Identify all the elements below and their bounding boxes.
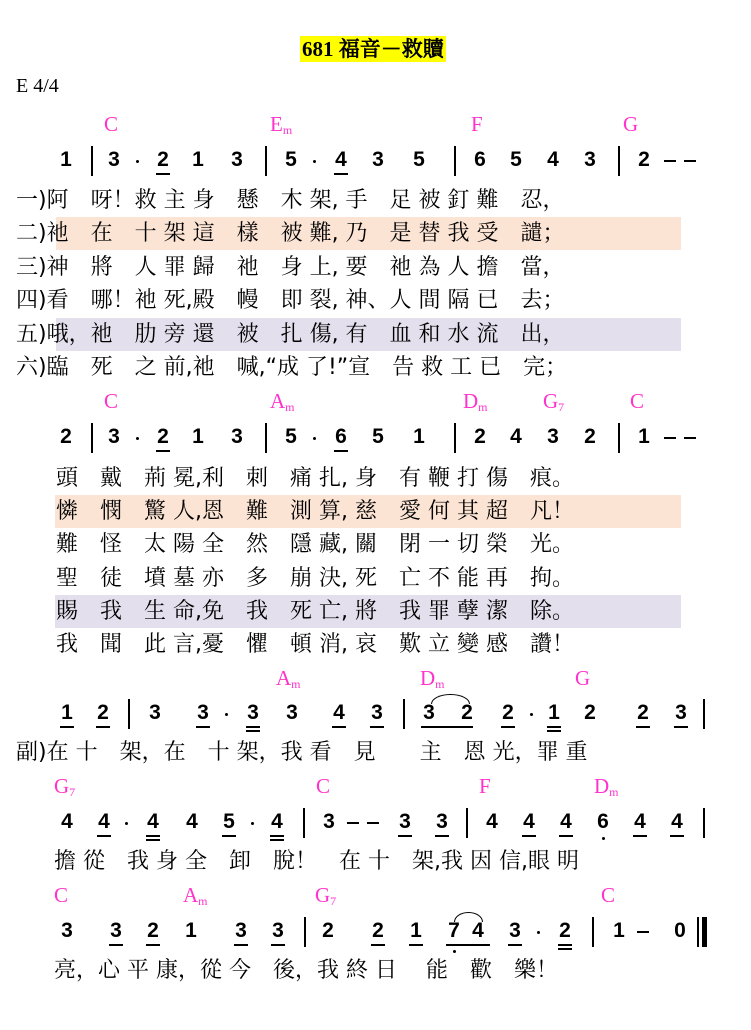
note: 5 bbox=[372, 425, 384, 448]
chord-symbol: $D_m$ bbox=[463, 389, 488, 414]
key-signature: E 4/4 bbox=[16, 75, 59, 97]
verse-3-line-1 bbox=[16, 253, 565, 283]
note: 1 bbox=[548, 701, 560, 724]
note: 6 bbox=[335, 425, 347, 448]
duration-underline bbox=[270, 839, 284, 841]
augmentation-dot bbox=[313, 160, 316, 163]
verse-5-line-1 bbox=[16, 320, 565, 350]
duration-underline bbox=[270, 835, 284, 837]
duration-underline bbox=[409, 944, 423, 946]
chord-symbol: $G_7$ bbox=[543, 389, 565, 414]
lyric-text: 看 哪！祂 死,殿 幔 即 裂, 神、人 間 隔 已 去； bbox=[46, 288, 565, 313]
chord-symbol: G bbox=[575, 666, 591, 690]
verse-label: 四) bbox=[16, 288, 47, 313]
chord-symbol: F bbox=[479, 774, 491, 798]
note: 7 bbox=[448, 919, 460, 942]
duration-underline bbox=[547, 730, 561, 732]
verse-5-line-2: 賜 我 生 命,免 我 死 亡, 將 我 罪 孽 潔 除。 bbox=[56, 599, 574, 624]
sustain-dash bbox=[684, 160, 696, 162]
barline bbox=[454, 146, 456, 176]
note: 1 bbox=[60, 148, 72, 171]
barline bbox=[454, 423, 456, 453]
duration-underline bbox=[97, 835, 111, 837]
barline bbox=[703, 699, 705, 729]
note: 3 bbox=[547, 425, 559, 448]
note: 1 bbox=[192, 425, 204, 448]
chord-symbol: C bbox=[104, 389, 119, 413]
note: 2 bbox=[147, 919, 159, 942]
note: 2 bbox=[372, 919, 384, 942]
chorus-lyric-3: 亮，心 平 康，從 今 後，我 終 日 能 歡 樂！ bbox=[54, 958, 558, 983]
note: 2 bbox=[474, 425, 486, 448]
note: 3 bbox=[235, 919, 247, 942]
note: 4 bbox=[147, 810, 159, 833]
chord-symbol: $A_m$ bbox=[276, 666, 301, 691]
duration-underline bbox=[222, 835, 236, 837]
note: 6 bbox=[474, 148, 486, 171]
note: 1 bbox=[185, 919, 197, 942]
chord-symbol: $A_m$ bbox=[270, 389, 295, 414]
duration-underline bbox=[146, 839, 160, 841]
note: 2 bbox=[97, 701, 109, 724]
note: 0 bbox=[674, 919, 686, 942]
final-barline-thick bbox=[702, 917, 707, 947]
note: 2 bbox=[584, 701, 596, 724]
verse-label: 六) bbox=[16, 355, 47, 380]
duration-underline bbox=[156, 450, 170, 452]
group-underline bbox=[421, 726, 473, 728]
note: 2 bbox=[461, 701, 473, 724]
barline bbox=[265, 423, 267, 453]
duration-underline bbox=[246, 730, 260, 732]
note: 4 bbox=[271, 810, 283, 833]
duration-underline bbox=[636, 726, 650, 728]
sustain-dash bbox=[367, 822, 379, 824]
note: 1 bbox=[413, 425, 425, 448]
duration-underline bbox=[370, 726, 384, 728]
note: 3 bbox=[231, 425, 243, 448]
barline bbox=[618, 423, 620, 453]
duration-underline bbox=[96, 726, 110, 728]
barline bbox=[618, 146, 620, 176]
chord-symbol: $E_m$ bbox=[270, 112, 293, 137]
chord-symbol: $G_7$ bbox=[54, 774, 76, 799]
group-underline bbox=[446, 944, 490, 946]
chord-symbol: G bbox=[623, 112, 639, 136]
barline bbox=[303, 808, 305, 838]
chorus-lyric-2: 擔 從 我 身 全 卸 脫！ 在 十 架,我 因 信,眼 明 bbox=[54, 849, 579, 874]
lyric-text: 在 十 架，在 十 架，我 看 見 主 恩 光，罪 重 bbox=[46, 740, 588, 765]
barline bbox=[91, 146, 93, 176]
note: 1 bbox=[638, 425, 650, 448]
note: 3 bbox=[423, 701, 435, 724]
note: 5 bbox=[510, 148, 522, 171]
note: 1 bbox=[61, 701, 73, 724]
note: 3 bbox=[272, 919, 284, 942]
slur-arc bbox=[454, 912, 483, 922]
barline bbox=[265, 146, 267, 176]
barline bbox=[592, 917, 594, 947]
note: 3 bbox=[675, 701, 687, 724]
verse-4-line-2: 聖 徒 墳 墓 亦 多 崩 決, 死 亡 不 能 再 拘。 bbox=[56, 566, 574, 591]
verse-6-line-1 bbox=[16, 353, 567, 383]
note: 3 bbox=[247, 701, 259, 724]
note: 2 bbox=[157, 148, 169, 171]
duration-underline bbox=[271, 944, 285, 946]
note: 4 bbox=[510, 425, 522, 448]
note: 1 bbox=[192, 148, 204, 171]
verse-label: 五) bbox=[16, 322, 47, 347]
lyric-text: 阿 呀！救 主 身 懸 木 架, 手 足 被 釘 難 忍， bbox=[46, 188, 565, 213]
chord-symbol: C bbox=[601, 883, 616, 907]
note: 4 bbox=[560, 810, 572, 833]
verse-4-line-1 bbox=[16, 286, 565, 316]
verse-2-line-2: 憐 憫 驚 人,恩 難 測 算, 慈 愛 何 其 超 凡！ bbox=[56, 499, 574, 524]
verse-3-line-2: 難 怪 太 陽 全 然 隱 藏, 關 閉 一 切 榮 光。 bbox=[56, 532, 574, 557]
final-barline-thin bbox=[697, 917, 699, 947]
verse-2-line-1 bbox=[16, 219, 565, 249]
note: 4 bbox=[523, 810, 535, 833]
duration-underline bbox=[508, 944, 522, 946]
note: 3 bbox=[108, 425, 120, 448]
barline bbox=[304, 917, 306, 947]
augmentation-dot bbox=[313, 437, 316, 440]
note: 4 bbox=[472, 919, 484, 942]
note: 3 bbox=[323, 810, 335, 833]
augmentation-dot bbox=[225, 713, 228, 716]
lyric-text: 臨 死 之 前,祂 喊,“成 了!”宣 告 救 工 已 完； bbox=[46, 355, 568, 380]
barline bbox=[91, 423, 93, 453]
note: 4 bbox=[333, 701, 345, 724]
lyric-text: 神 將 人 罪 歸 祂 身 上, 要 祂 為 人 擔 當， bbox=[46, 255, 565, 280]
chord-symbol: C bbox=[630, 389, 645, 413]
duration-underline bbox=[522, 835, 536, 837]
sustain-dash bbox=[347, 822, 359, 824]
duration-underline bbox=[435, 835, 449, 837]
note: 3 bbox=[110, 919, 122, 942]
note: 4 bbox=[547, 148, 559, 171]
duration-underline bbox=[674, 726, 688, 728]
chorus-lyric-1 bbox=[16, 738, 588, 768]
augmentation-dot bbox=[537, 931, 540, 934]
duration-underline bbox=[146, 835, 160, 837]
note: 3 bbox=[286, 701, 298, 724]
lyric-text: 哦，祂 肋 旁 還 被 扎 傷, 有 血 和 水 流 出， bbox=[46, 322, 565, 347]
duration-underline bbox=[234, 944, 248, 946]
note: 4 bbox=[634, 810, 646, 833]
note: 6 bbox=[597, 810, 609, 833]
chord-symbol: C bbox=[104, 112, 119, 136]
note: 2 bbox=[584, 425, 596, 448]
duration-underline bbox=[332, 726, 346, 728]
barline bbox=[466, 808, 468, 838]
note: 3 bbox=[509, 919, 521, 942]
chord-symbol: C bbox=[54, 883, 69, 907]
note: 2 bbox=[637, 701, 649, 724]
augmentation-dot bbox=[530, 713, 533, 716]
note: 3 bbox=[371, 701, 383, 724]
barline bbox=[128, 699, 130, 729]
note: 2 bbox=[502, 701, 514, 724]
note: 4 bbox=[486, 810, 498, 833]
duration-underline bbox=[60, 726, 74, 728]
note: 5 bbox=[413, 148, 425, 171]
duration-underline bbox=[558, 944, 572, 946]
barline bbox=[403, 699, 405, 729]
duration-underline bbox=[371, 944, 385, 946]
chorus-label: 副) bbox=[16, 740, 47, 765]
note: 4 bbox=[335, 148, 347, 171]
duration-underline bbox=[334, 173, 348, 175]
duration-underline bbox=[156, 173, 170, 175]
augmentation-dot bbox=[136, 160, 139, 163]
note: 4 bbox=[61, 810, 73, 833]
note: 3 bbox=[372, 148, 384, 171]
chord-symbol: $G_7$ bbox=[315, 883, 337, 908]
verse-1-line-2: 頭 戴 荊 冕,利 刺 痛 扎, 身 有 鞭 打 傷 痕。 bbox=[56, 466, 574, 491]
duration-underline bbox=[196, 726, 210, 728]
lower-octave-dot bbox=[602, 837, 605, 840]
chord-symbol: F bbox=[471, 112, 483, 136]
augmentation-dot bbox=[136, 437, 139, 440]
note: 3 bbox=[108, 148, 120, 171]
augmentation-dot bbox=[125, 822, 128, 825]
note: 3 bbox=[436, 810, 448, 833]
note: 3 bbox=[197, 701, 209, 724]
duration-underline bbox=[109, 944, 123, 946]
duration-underline bbox=[146, 944, 160, 946]
note: 3 bbox=[584, 148, 596, 171]
augmentation-dot bbox=[251, 822, 254, 825]
note: 2 bbox=[60, 425, 72, 448]
note: 2 bbox=[157, 425, 169, 448]
note: 2 bbox=[638, 148, 650, 171]
note: 5 bbox=[285, 425, 297, 448]
duration-underline bbox=[633, 835, 647, 837]
verse-label: 三) bbox=[16, 255, 47, 280]
sustain-dash bbox=[684, 437, 696, 439]
note: 3 bbox=[399, 810, 411, 833]
note: 3 bbox=[61, 919, 73, 942]
duration-underline bbox=[334, 450, 348, 452]
lower-octave-dot bbox=[453, 950, 456, 953]
duration-underline bbox=[246, 726, 260, 728]
duration-underline bbox=[559, 835, 573, 837]
duration-underline bbox=[670, 835, 684, 837]
lyric-text: 祂 在 十 架 這 樣 被 難, 乃 是 替 我 受 譴； bbox=[46, 221, 565, 246]
page-title: 681 福音－救贖 bbox=[302, 37, 444, 61]
sustain-dash bbox=[664, 160, 676, 162]
note: 4 bbox=[671, 810, 683, 833]
verse-label: 一) bbox=[16, 188, 47, 213]
duration-underline bbox=[501, 726, 515, 728]
chord-symbol: $D_m$ bbox=[420, 666, 445, 691]
duration-underline bbox=[547, 726, 561, 728]
chord-symbol: $A_m$ bbox=[183, 883, 208, 908]
duration-underline bbox=[558, 948, 572, 950]
slur-arc bbox=[431, 694, 470, 704]
note: 5 bbox=[223, 810, 235, 833]
verse-6-line-2: 我 聞 此 言,憂 懼 頓 消, 哀 歎 立 變 感 讚！ bbox=[56, 632, 574, 657]
verse-label: 二) bbox=[16, 221, 47, 246]
note: 3 bbox=[149, 701, 161, 724]
duration-underline bbox=[398, 835, 412, 837]
note: 2 bbox=[322, 919, 334, 942]
note: 3 bbox=[231, 148, 243, 171]
note: 5 bbox=[285, 148, 297, 171]
note: 4 bbox=[186, 810, 198, 833]
barline bbox=[703, 808, 705, 838]
verse-1-line-1 bbox=[16, 186, 565, 216]
sustain-dash bbox=[664, 437, 676, 439]
chord-symbol: $D_m$ bbox=[594, 774, 619, 799]
note: 2 bbox=[559, 919, 571, 942]
sustain-dash bbox=[637, 931, 649, 933]
note: 1 bbox=[613, 919, 625, 942]
chord-symbol: C bbox=[316, 774, 331, 798]
note: 4 bbox=[98, 810, 110, 833]
note: 1 bbox=[410, 919, 422, 942]
